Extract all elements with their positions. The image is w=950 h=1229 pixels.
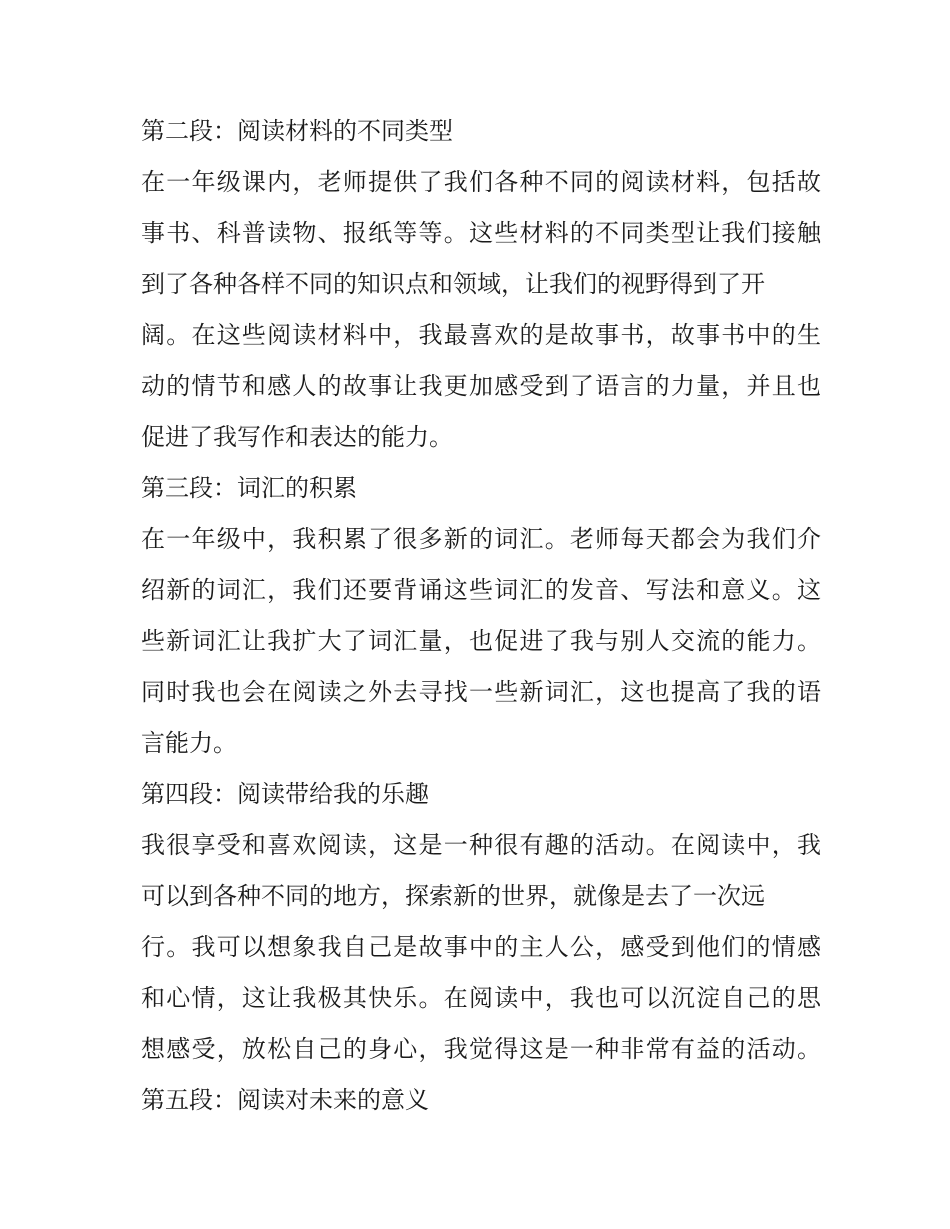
- paragraph-line: 同时我也会在阅读之外去寻找一些新词汇，这也提高了我的语: [141, 678, 821, 706]
- paragraph-line: 绍新的词汇，我们还要背诵这些词汇的发音、写法和意义。这: [141, 576, 821, 604]
- paragraph-line: 在一年级课内，老师提供了我们各种不同的阅读材料，包括故: [141, 168, 821, 196]
- paragraph-line: 到了各种各样不同的知识点和领域，让我们的视野得到了开: [141, 270, 765, 298]
- paragraph-line: 想感受，放松自己的身心，我觉得这是一种非常有益的活动。: [141, 1035, 821, 1063]
- section-3: [141, 463, 821, 769]
- section-heading: 第三段：词汇的积累: [141, 474, 357, 502]
- paragraph-line: 阔。在这些阅读材料中，我最喜欢的是故事书，故事书中的生: [141, 321, 821, 349]
- paragraph-line: 言能力。: [141, 729, 237, 757]
- paragraph-line: 行。我可以想象我自己是故事中的主人公，感受到他们的情感: [141, 933, 821, 961]
- paragraph-line: 促进了我写作和表达的能力。: [141, 423, 453, 451]
- paragraph-line: 些新词汇让我扩大了词汇量，也促进了我与别人交流的能力。: [141, 627, 821, 655]
- section-heading: 第五段：阅读对未来的意义: [141, 1086, 429, 1114]
- document-body: [141, 106, 821, 1126]
- paragraph-line: 在一年级中，我积累了很多新的词汇。老师每天都会为我们介: [141, 525, 821, 553]
- paragraph-line: 可以到各种不同的地方，探索新的世界，就像是去了一次远: [141, 882, 765, 910]
- section-2: [141, 106, 821, 463]
- section-4: [141, 769, 821, 1075]
- paragraph-line: 和心情，这让我极其快乐。在阅读中，我也可以沉淀自己的思: [141, 984, 821, 1012]
- section-heading: 第四段：阅读带给我的乐趣: [141, 780, 429, 808]
- paragraph-line: 我很享受和喜欢阅读，这是一种很有趣的活动。在阅读中，我: [141, 831, 821, 859]
- paragraph-line: 事书、科普读物、报纸等等。这些材料的不同类型让我们接触: [141, 219, 821, 247]
- section-heading: 第二段：阅读材料的不同类型: [141, 117, 453, 145]
- section-5: [141, 1075, 821, 1126]
- paragraph-line: 动的情节和感人的故事让我更加感受到了语言的力量，并且也: [141, 372, 821, 400]
